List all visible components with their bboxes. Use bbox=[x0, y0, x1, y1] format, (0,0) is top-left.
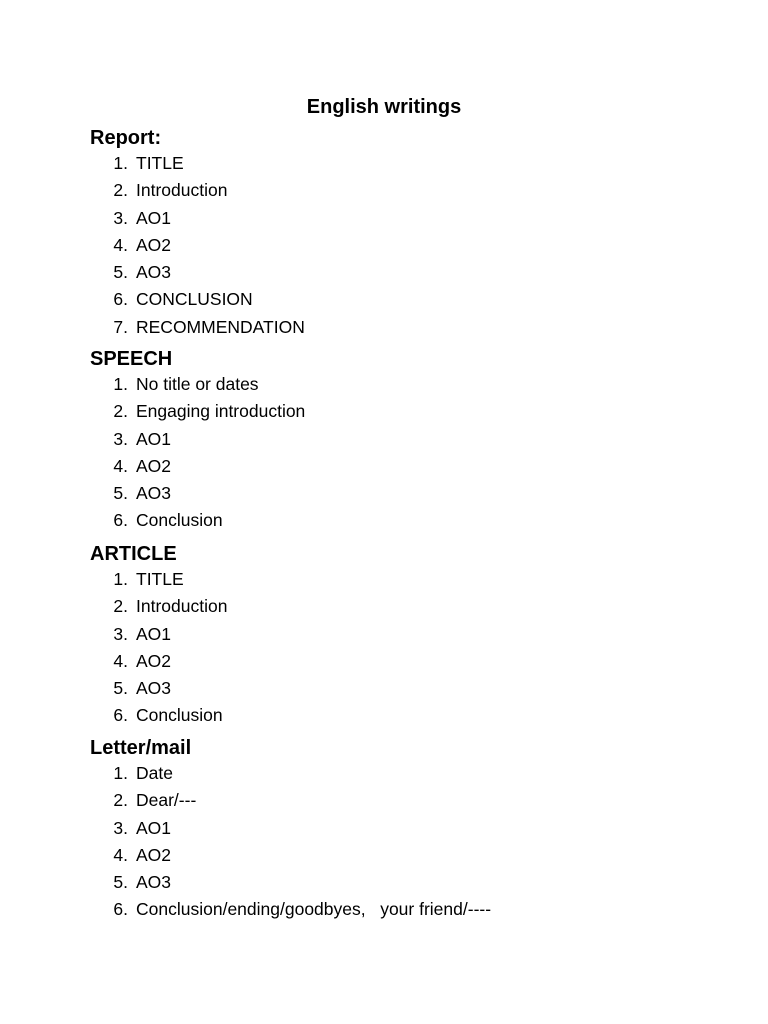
list-item-text: AO2 bbox=[136, 455, 172, 476]
list-item-text: TITLE bbox=[136, 569, 184, 589]
list-item-number: 3. bbox=[113, 623, 128, 644]
list-item bbox=[90, 507, 690, 534]
list-item-number: 1. bbox=[113, 763, 128, 783]
list-item bbox=[90, 150, 690, 177]
section-letter-mail bbox=[90, 736, 690, 924]
numbered-list bbox=[90, 760, 690, 924]
list-item bbox=[90, 842, 690, 869]
list-item bbox=[90, 426, 690, 453]
list-item bbox=[90, 760, 690, 787]
list-item-number: 5. bbox=[113, 678, 128, 699]
section-speech bbox=[90, 347, 690, 535]
list-item bbox=[90, 896, 690, 923]
list-item-number: 3. bbox=[113, 428, 128, 449]
list-item-number: 1. bbox=[113, 569, 128, 589]
list-item-text: AO3 bbox=[136, 262, 172, 283]
list-item bbox=[90, 453, 690, 480]
numbered-list bbox=[90, 371, 690, 535]
list-item-text: Conclusion bbox=[136, 510, 223, 531]
list-item-number: 5. bbox=[113, 262, 128, 283]
list-item bbox=[90, 787, 690, 814]
list-item-text: RECOMMENDATION bbox=[136, 316, 305, 337]
section-report bbox=[90, 126, 690, 341]
list-item-text: CONCLUSION bbox=[136, 289, 253, 310]
list-item bbox=[90, 177, 690, 204]
document-title: English writings bbox=[306, 96, 462, 118]
list-item bbox=[90, 371, 690, 398]
list-item-text: Date bbox=[136, 763, 173, 783]
list-item-number: 2. bbox=[113, 790, 128, 811]
list-item-number: 6. bbox=[113, 510, 128, 531]
list-item-number: 7. bbox=[113, 316, 128, 337]
list-item bbox=[90, 869, 690, 896]
list-item-number: 2. bbox=[113, 180, 128, 201]
list-item bbox=[90, 675, 690, 702]
list-item-text: TITLE bbox=[136, 153, 184, 173]
list-item bbox=[90, 314, 690, 341]
list-item bbox=[90, 286, 690, 313]
list-item-number: 1. bbox=[113, 153, 128, 173]
list-item-number: 2. bbox=[113, 401, 128, 422]
list-item-text: AO3 bbox=[136, 483, 172, 504]
section-heading: SPEECH bbox=[90, 348, 173, 370]
list-item-number: 4. bbox=[113, 844, 128, 865]
list-item bbox=[90, 593, 690, 620]
list-item bbox=[90, 648, 690, 675]
list-item-number: 6. bbox=[113, 705, 128, 726]
list-item bbox=[90, 232, 690, 259]
list-item-text: AO3 bbox=[136, 678, 172, 699]
list-item-number: 4. bbox=[113, 650, 128, 671]
list-item-number: 6. bbox=[113, 289, 128, 310]
numbered-list bbox=[90, 566, 690, 730]
list-item-number: 5. bbox=[113, 483, 128, 504]
list-item-number: 6. bbox=[113, 899, 128, 920]
list-item-text: Engaging introduction bbox=[136, 401, 306, 422]
list-item-number: 3. bbox=[113, 817, 128, 838]
section-heading: Letter/mail bbox=[90, 737, 192, 759]
list-item bbox=[90, 205, 690, 232]
list-item-text: AO3 bbox=[136, 872, 172, 893]
section-heading: ARTICLE bbox=[90, 543, 177, 565]
section-heading: Report: bbox=[90, 127, 162, 149]
list-item-text: Conclusion/ending/goodbyes, your friend/---- bbox=[136, 899, 492, 920]
list-item bbox=[90, 480, 690, 507]
list-item-text: Introduction bbox=[136, 596, 228, 617]
list-item-text: AO2 bbox=[136, 844, 172, 865]
list-item-text: Dear/--- bbox=[136, 790, 197, 811]
list-item bbox=[90, 398, 690, 425]
list-item-number: 4. bbox=[113, 455, 128, 476]
list-item-number: 1. bbox=[113, 374, 128, 394]
list-item bbox=[90, 702, 690, 729]
list-item bbox=[90, 621, 690, 648]
numbered-list bbox=[90, 150, 690, 341]
list-item-number: 3. bbox=[113, 207, 128, 228]
list-item-text: AO2 bbox=[136, 234, 172, 255]
list-item bbox=[90, 259, 690, 286]
list-item-text: AO2 bbox=[136, 650, 172, 671]
list-item-text: No title or dates bbox=[136, 374, 259, 394]
list-item-text: AO1 bbox=[136, 428, 172, 449]
list-item bbox=[90, 815, 690, 842]
section-article bbox=[90, 542, 690, 730]
list-item-text: Introduction bbox=[136, 180, 228, 201]
list-item-text: AO1 bbox=[136, 817, 172, 838]
list-item bbox=[90, 566, 690, 593]
list-item-number: 4. bbox=[113, 234, 128, 255]
list-item-number: 5. bbox=[113, 872, 128, 893]
list-item-text: Conclusion bbox=[136, 705, 223, 726]
list-item-text: AO1 bbox=[136, 207, 172, 228]
list-item-text: AO1 bbox=[136, 623, 172, 644]
list-item-number: 2. bbox=[113, 596, 128, 617]
